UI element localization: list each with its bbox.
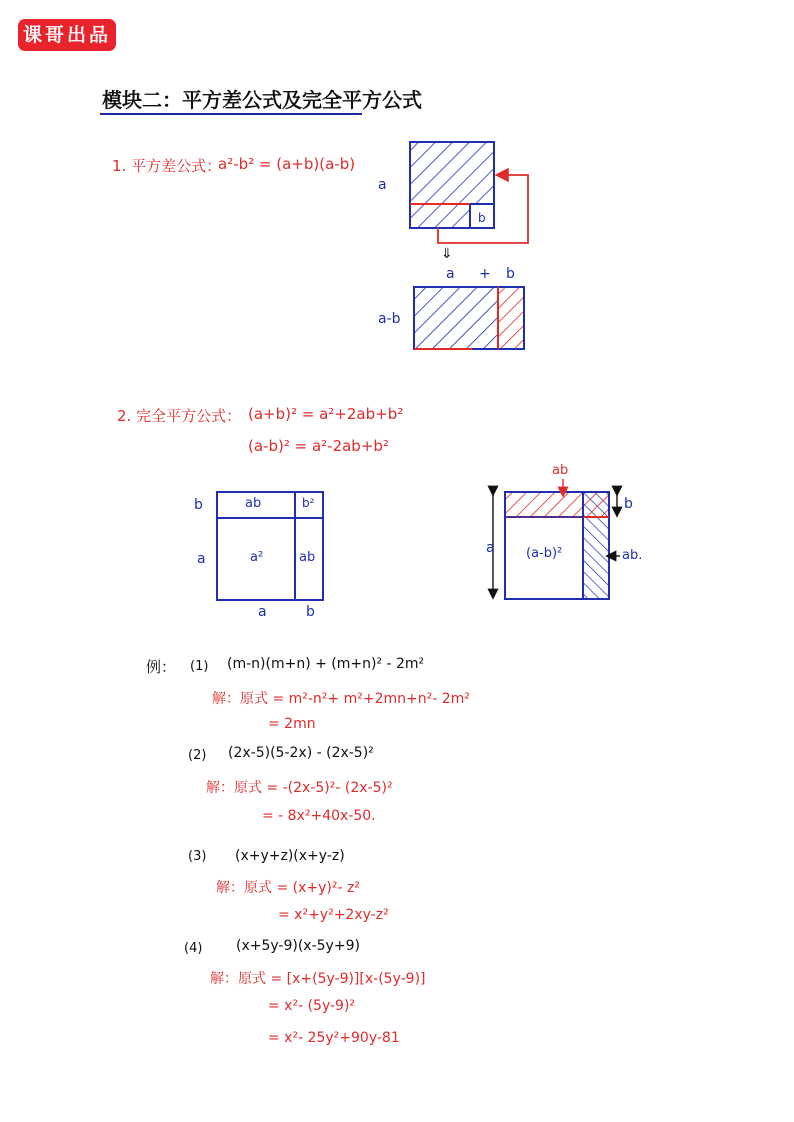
left-fig-cell-b2: b² [302,496,315,510]
fig2-side-label: a-b [378,311,401,327]
example-step: 解：原式 = m²-n²+ m²+2mn+n²- 2m² [212,691,470,707]
left-fig-cell-ab-right: ab [299,550,316,565]
right-fig-side-b: b [624,496,633,512]
example-step: = x²- 25y²+90y-81 [268,1030,400,1046]
section1-label: 1. 平方差公式： [112,157,222,175]
left-fig-cell-a2: a² [250,550,264,565]
examples-label: 例： [146,658,177,676]
example-problem: (x+5y-9)(x-5y+9) [236,938,360,954]
example-number: (4) [184,941,203,956]
brand-badge: 课哥出品 [18,19,116,51]
module-title: 模块二：平方差公式及完全平方公式 [102,88,422,112]
rearranged-rectangle-figure [414,287,524,349]
left-fig-side-b: b [194,497,203,513]
example-step: = - 8x²+40x-50. [262,808,376,824]
section2-label: 2. 完全平方公式： [117,407,242,425]
example-step: = x²- (5y-9)² [268,998,356,1014]
left-fig-cell-ab-top: ab [245,496,262,511]
example-step: 解：原式 = -(2x-5)²- (2x-5)² [206,780,393,796]
example-problem: (2x-5)(5-2x) - (2x-5)² [228,745,374,761]
example-step: 解：原式 = [x+(5y-9)][x-(5y-9)] [210,971,426,987]
section2-formula-diff: (a-b)² = a²-2ab+b² [248,437,389,455]
example-step: 解：原式 = (x+y)²- z² [216,880,360,896]
example-step: = x²+y²+2xy-z² [278,907,389,923]
right-fig-side-a: a [486,540,495,556]
fig1-side-b: b [478,211,486,225]
difference-square-2-figure [493,479,620,599]
fig2-top-b: b [506,266,515,282]
right-fig-top-ab: ab [552,463,569,478]
example-problem: (x+y+z)(x+y-z) [235,848,345,864]
down-arrow-icon: ⇓ [441,246,453,262]
right-fig-right-ab: ab. [622,548,643,563]
example-number: (3) [188,849,207,864]
fig2-top-plus: + [479,266,491,282]
left-fig-side-a: a [197,551,206,567]
right-fig-inner-label: (a-b)² [526,546,563,561]
fig2-top-a: a [446,266,455,282]
example-number: (2) [188,748,207,763]
left-fig-bottom-a: a [258,604,267,620]
section1-formula: a²-b² = (a+b)(a-b) [218,155,356,173]
difference-square-figure [410,142,528,243]
left-fig-bottom-b: b [306,604,315,620]
fig1-side-a: a [378,177,387,193]
example-problem: (m-n)(m+n) + (m+n)² - 2m² [227,656,425,672]
section2-formula-sum: (a+b)² = a²+2ab+b² [248,405,404,423]
example-step: = 2mn [268,716,316,732]
example-number: (1) [190,659,209,674]
